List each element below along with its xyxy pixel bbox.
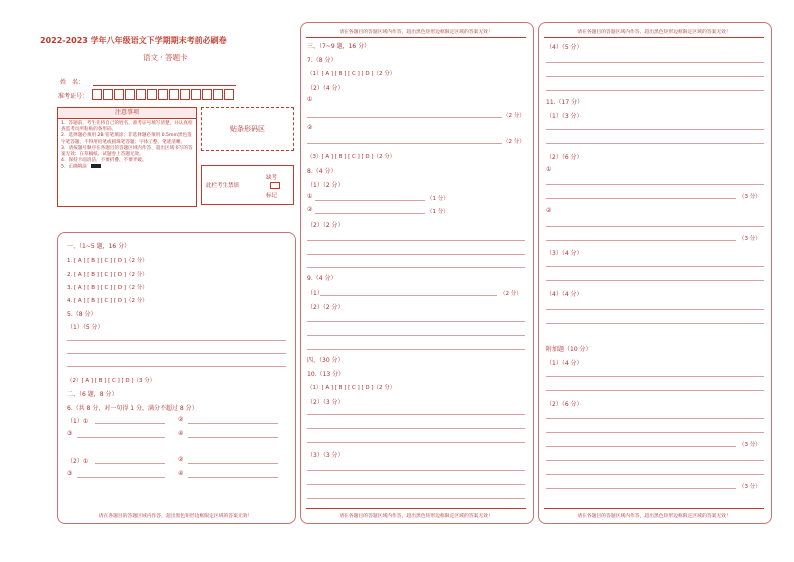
q5-1: （1）（5 分）: [67, 324, 104, 331]
answer-line[interactable]: [315, 200, 425, 201]
answer-line[interactable]: [77, 477, 165, 478]
answer-line[interactable]: [546, 184, 764, 185]
id-cell[interactable]: [92, 89, 102, 100]
id-cell[interactable]: [114, 89, 124, 100]
answer-line[interactable]: [307, 117, 502, 118]
id-cell[interactable]: [224, 89, 234, 100]
answer-line[interactable]: [546, 488, 736, 489]
id-cell[interactable]: [213, 89, 223, 100]
notice-item: 4．保持卡面清洁，不要折叠、不要弄破。: [61, 158, 147, 164]
q10-4: （4）（5 分）: [546, 44, 583, 51]
page-title: 2022-2023 学年八年级语文下学期期末考前必刷卷: [40, 36, 227, 45]
q11-title: 11.（17 分）: [546, 99, 584, 106]
answer-line[interactable]: [546, 474, 764, 475]
id-cell[interactable]: [103, 89, 113, 100]
q6-1c: ③: [67, 430, 73, 437]
score-label: （3 分）: [739, 484, 761, 490]
answer-line[interactable]: [546, 376, 764, 377]
q5-title: 5.（8 分）: [67, 311, 97, 318]
absent-text: 此栏考生禁填: [206, 183, 240, 189]
id-cell[interactable]: [125, 89, 135, 100]
score-label: （3 分）: [739, 236, 761, 242]
id-cell[interactable]: [136, 89, 146, 100]
q6-1d: ④: [178, 430, 184, 437]
q10-3: （3）（3 分）: [307, 452, 344, 459]
notice-title: 注意事项: [58, 108, 196, 119]
q7-1[interactable]: （1）[ A ] [ B ] [ C ] [ D ]（2 分）: [307, 71, 396, 77]
answer-line[interactable]: [188, 463, 278, 464]
q8-2: （2）（2 分）: [307, 222, 344, 229]
answer-line[interactable]: [67, 340, 286, 341]
score-label: （3 分）: [739, 194, 761, 200]
answer-line[interactable]: [95, 463, 165, 464]
barcode-area: [201, 107, 294, 151]
notice-item: 5．正确填涂: [61, 164, 87, 170]
q6-1b: ②: [178, 416, 184, 423]
sec4-title: 四、（30 分）: [307, 357, 344, 364]
q6-title: 6.（共 8 分，对一句得 1 分，满分不超过 8 分）: [67, 405, 198, 412]
answer-line[interactable]: [546, 90, 764, 91]
answer-line[interactable]: [546, 143, 764, 144]
q11-3: （3）（4 分）: [546, 250, 583, 257]
notice-box: [57, 107, 197, 207]
answer-line[interactable]: [307, 254, 525, 255]
answer-line[interactable]: [546, 198, 736, 199]
extra-1: （1）（4 分）: [546, 360, 583, 367]
score-label: （1 分）: [427, 209, 449, 215]
answer-line[interactable]: [546, 432, 764, 433]
answer-line[interactable]: [307, 498, 525, 499]
q11-4: （4）（4 分）: [546, 291, 583, 298]
q7-title: 7.（8 分）: [307, 57, 337, 64]
answer-line[interactable]: [546, 280, 764, 281]
answer-line[interactable]: [546, 446, 736, 447]
extra-title: 附加题（10 分）: [546, 346, 592, 353]
answer-line[interactable]: [307, 240, 525, 241]
absent-checkbox[interactable]: [270, 182, 280, 189]
answer-line[interactable]: [95, 423, 165, 424]
answer-line[interactable]: [320, 295, 497, 296]
id-cell[interactable]: [202, 89, 212, 100]
answer-line[interactable]: [67, 366, 286, 367]
answer-line[interactable]: [546, 129, 764, 130]
circle-2: ②: [307, 124, 313, 131]
name-label: 姓 名：: [60, 79, 85, 86]
q6-2b: ②: [178, 456, 184, 463]
q6-2d: ④: [178, 470, 184, 477]
id-cell[interactable]: [191, 89, 201, 100]
answer-line[interactable]: [546, 240, 736, 241]
answer-line[interactable]: [307, 335, 525, 336]
q10-2: （2）（3 分）: [307, 399, 344, 406]
absent-mark-label: 缺考: [266, 175, 278, 181]
answer-line[interactable]: [67, 353, 286, 354]
notice-item: 1．答题前，考生先将自己的姓名，准考证号填写清楚，并认真检查监考员所粘贴的条形码。: [61, 121, 193, 133]
answer-line[interactable]: [546, 309, 764, 310]
answer-line[interactable]: [307, 428, 525, 429]
circle-2: ②: [546, 207, 552, 214]
divider: [306, 508, 526, 509]
id-cell[interactable]: [147, 89, 157, 100]
answer-line[interactable]: [77, 437, 165, 438]
q8-1: （1）（2 分）: [307, 182, 344, 189]
warning-text: 请在各题目的答题区域内作答，超出黑色矩形边框限定区域的答案无效！: [577, 30, 731, 35]
score-label: （2 分）: [503, 113, 525, 119]
q7-2: （2）（4 分）: [307, 85, 344, 92]
q11-1: （1）（3 分）: [546, 113, 583, 120]
answer-line[interactable]: [546, 76, 764, 77]
warning-text: 请在各题目的答题区域内作答，超出黑色矩形边框限定区域的答案无效！: [339, 514, 493, 519]
circle-1: ①: [307, 96, 313, 103]
mc-row[interactable]: 2. [ A ] [ B ] [ C ] [ D ]（2 分）: [67, 272, 148, 278]
answer-line[interactable]: [307, 470, 525, 471]
fill-sample-icon: [91, 164, 101, 168]
divider: [306, 37, 526, 38]
notice-item: 3．请按题号顺序在各题目的答题区域内作答，超出区域书写的答案无效；在草稿纸、试题卷上答题无效。: [61, 145, 193, 158]
answer-line[interactable]: [546, 390, 764, 391]
warning-text: 请在各题目的答题区域内作答，超出黑色矩形边框限定区域的答案无效！: [577, 514, 731, 519]
id-cell[interactable]: [169, 89, 179, 100]
id-cell[interactable]: [158, 89, 168, 100]
q6-2a: （2）①: [67, 458, 89, 465]
mc-row[interactable]: 3. [ A ] [ B ] [ C ] [ D ]（2 分）: [67, 285, 148, 291]
score-label: （3 分）: [739, 442, 761, 448]
sec3-title: 三、（7~9 题，16 分）: [307, 43, 371, 50]
answer-line[interactable]: [307, 442, 525, 443]
answer-line[interactable]: [307, 349, 525, 350]
divider: [544, 508, 764, 509]
answer-line[interactable]: [546, 266, 764, 267]
answer-line[interactable]: [546, 62, 764, 63]
q6-2c: ③: [67, 470, 73, 477]
name-field[interactable]: [93, 85, 236, 86]
q10-1[interactable]: （1）[ A ] [ B ] [ C ] [ D ]（2 分）: [307, 385, 396, 391]
circle-1: ①: [307, 193, 313, 200]
answer-line[interactable]: [546, 226, 764, 227]
id-cell[interactable]: [180, 89, 190, 100]
notice-item: 2．选择题必须用 2B 铅笔填涂；非选择题必须用 0.5mm黑色签字笔答题，不得用铅笔或圆珠笔答题；字体工整、笔迹清晰。: [61, 133, 192, 145]
divider: [544, 37, 764, 38]
mc-row[interactable]: 1. [ A ] [ B ] [ C ] [ D ]（2 分）: [67, 258, 148, 264]
answer-line[interactable]: [315, 213, 425, 214]
absent-mark-label2: 标记: [266, 193, 278, 199]
q9-1: （1）: [307, 290, 323, 297]
answer-line[interactable]: [307, 143, 502, 144]
page-subtitle: 语文 · 答题卡: [143, 53, 188, 62]
score-label: （2 分）: [503, 139, 525, 145]
score-label: （1 分）: [427, 196, 449, 202]
extra-2: （2）（6 分）: [546, 401, 583, 408]
answer-line[interactable]: [188, 423, 278, 424]
warning-text: 请在各题目的答题区域内作答，超出黑色矩形边框限定区域的答案无效！: [339, 30, 493, 35]
score-label: （2 分）: [500, 291, 522, 297]
answer-line[interactable]: [188, 477, 278, 478]
answer-line[interactable]: [188, 437, 278, 438]
barcode-label: 贴条形码区: [230, 125, 265, 133]
sec2-title: 二、（6 题，8 分）: [67, 391, 118, 398]
q8-title: 8.（4 分）: [307, 168, 337, 175]
q9-title: 9.（4 分）: [307, 275, 337, 282]
absent-box: [201, 165, 294, 205]
answer-line[interactable]: [307, 484, 525, 485]
answer-line[interactable]: [307, 321, 525, 322]
sec1-title: 一、（1~5 题，16 分）: [67, 243, 131, 250]
q7-3[interactable]: （3）[ A ] [ B ] [ C ] [ D ]（2 分）: [307, 154, 396, 160]
q11-2: （2）（6 分）: [546, 154, 583, 161]
id-label: 准考证号：: [58, 93, 89, 100]
circle-1: ①: [546, 166, 552, 173]
circle-2: ②: [307, 206, 313, 213]
q5-2[interactable]: （2）[ A ] [ B ] [ C ] [ D ]（3 分）: [67, 378, 156, 384]
q10-title: 10.（13 分）: [307, 371, 345, 378]
mc-row[interactable]: 4. [ A ] [ B ] [ C ] [ D ]（2 分）: [67, 298, 148, 304]
answer-line[interactable]: [546, 323, 764, 324]
q9-2: （2）（2 分）: [307, 304, 344, 311]
answer-line[interactable]: [307, 267, 525, 268]
warning-text: 请在各题目的答题区域内作答，超出黑色矩形边框限定区域的答案无效！: [98, 514, 253, 519]
answer-line[interactable]: [546, 460, 764, 461]
answer-line[interactable]: [307, 414, 525, 415]
q6-1a: （1）①: [67, 418, 89, 425]
answer-line[interactable]: [546, 418, 764, 419]
